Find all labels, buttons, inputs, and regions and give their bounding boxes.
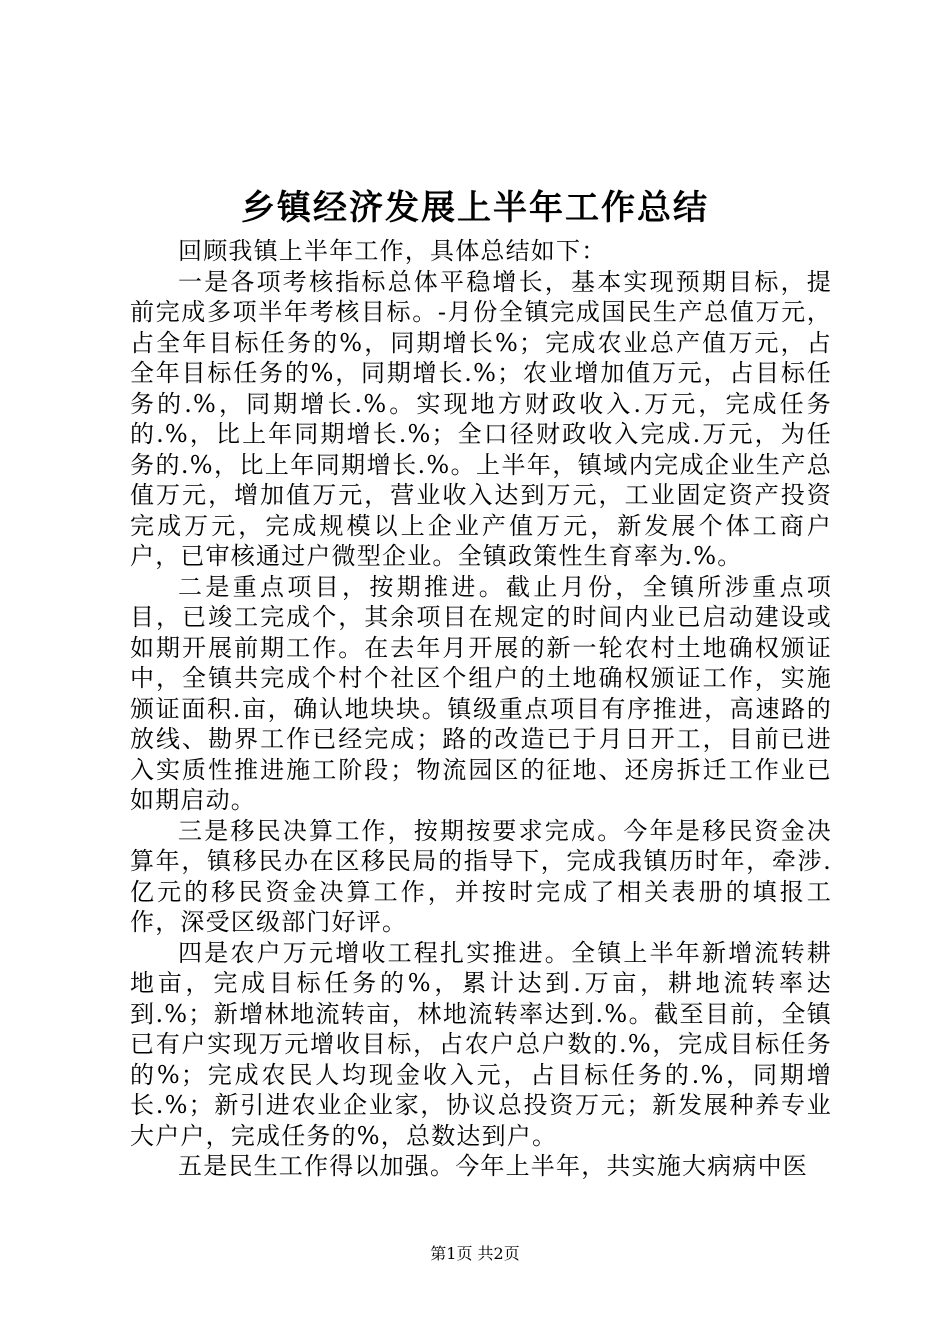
document-title: 乡镇经济发展上半年工作总结 [241,188,709,228]
page-footer: 第1页 共2页 [430,1244,520,1263]
document-body [130,236,832,1182]
paragraph-migrant-settlement: 三是移民决算工作，按期按要求完成。今年是移民资金决算年，镇移民办在区移民局的指导下，完成我镇历时年，牵涉.亿元的移民资金决算工作，并按时完成了相关表册的填报工作，深受区级部门好评。 [130,816,832,936]
paragraph-intro: 回顾我镇上半年工作，具体总结如下： [178,237,607,265]
paragraph-assessment-indicators: 一是各项考核指标总体平稳增长，基本实现预期目标，提前完成多项半年考核目标。-月份全镇完成国民生产总值万元，占全年目标任务的%，同期增长%；完成农业总产值万元，占全年目标任务的%，同期增长.%；农业增加值万元，占目标任务的.%，同期增长.%。实现地方财政收入.万元，完成任务的.%，比上年同期增长.%；全口径财政收入完成.万元，为任务的.%，比上年同期增长.%。上半年，镇域内完成企业生产总值万元，增加值万元，营业收入达到万元，工业固定资产投资完成万元，完成规模以上企业产值万元，新发展个体工商户户，已审核通过户微型企业。全镇政策性生育率为.%。 [130,267,832,570]
paragraph-farmer-income: 四是农户万元增收工程扎实推进。全镇上半年新增流转耕地亩，完成目标任务的%，累计达到.万亩，耕地流转率达到.%；新增林地流转亩，林地流转率达到.%。截至目前，全镇已有户实现万元增收目标，占农户总户数的.%，完成目标任务的%；完成农民人均现金收入元，占目标任务的.%，同期增长.%；新引进农业企业家，协议总投资万元；新发展种养专业大户户，完成任务的%，总数达到户。 [130,938,832,1150]
paragraph-key-projects: 二是重点项目，按期推进。截止月份，全镇所涉重点项目，已竣工完成个，其余项目在规定的时间内业已启动建设或如期开展前期工作。在去年月开展的新一轮农村土地确权颁证中，全镇共完成个村个社区个组户的土地确权颁证工作，实施颁证面积.亩，确认地块块。镇级重点项目有序推进，高速路的放线、勘界工作已经完成；路的改造已于月日开工，目前已进入实质性推进施工阶段；物流园区的征地、还房拆迁工作业已如期启动。 [130,572,832,814]
paragraph-livelihood: 五是民生工作得以加强。今年上半年，共实施大病病中医 [178,1152,808,1180]
